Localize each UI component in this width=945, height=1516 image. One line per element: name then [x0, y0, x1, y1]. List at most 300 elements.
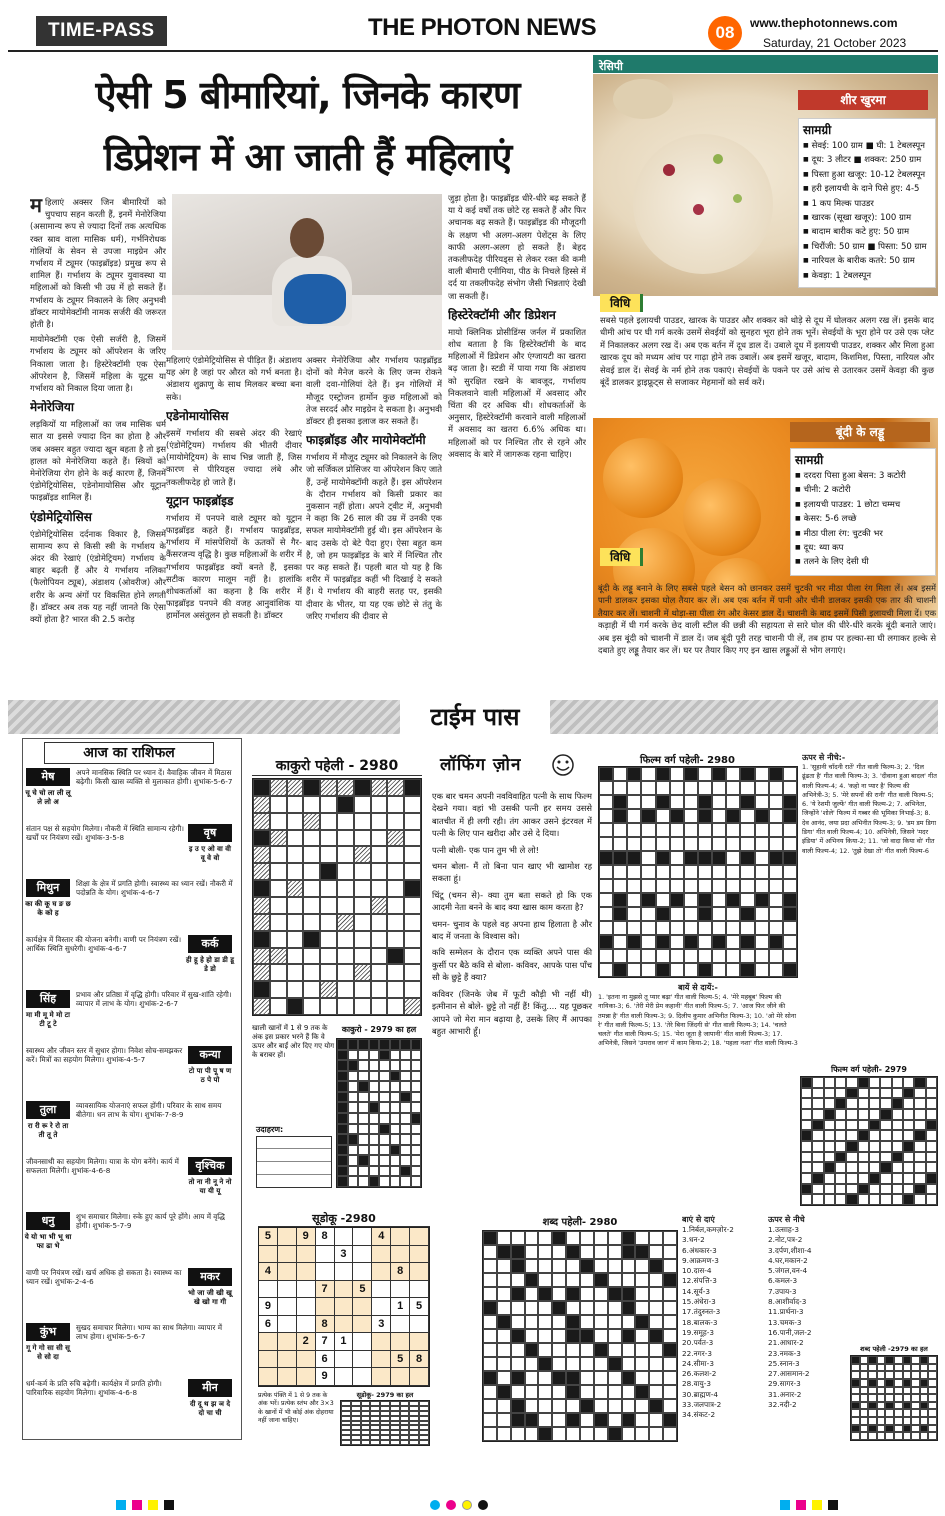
grid-cell[interactable] [635, 1357, 649, 1371]
grid-cell[interactable] [670, 921, 684, 935]
sudoku-cell[interactable] [335, 1298, 354, 1316]
grid-cell[interactable] [608, 1371, 622, 1385]
sudoku-cell[interactable] [316, 1246, 335, 1264]
grid-cell[interactable] [320, 998, 337, 1015]
grid-cell[interactable] [483, 1385, 497, 1399]
grid-cell[interactable] [354, 931, 371, 948]
sudoku-cell[interactable] [316, 1263, 335, 1281]
sudoku-cell[interactable] [278, 1368, 297, 1386]
grid-cell[interactable] [404, 981, 421, 998]
grid-cell[interactable] [635, 1399, 649, 1413]
grid-cell[interactable] [599, 893, 613, 907]
grid-cell[interactable] [371, 931, 388, 948]
sudoku-cell[interactable] [335, 1368, 354, 1386]
grid-cell[interactable] [511, 1385, 525, 1399]
grid-cell[interactable] [580, 1273, 594, 1287]
grid-cell[interactable] [525, 1399, 539, 1413]
grid-cell[interactable] [525, 1371, 539, 1385]
grid-cell[interactable] [622, 1273, 636, 1287]
grid-cell[interactable] [538, 1413, 552, 1427]
grid-cell[interactable] [270, 897, 287, 914]
grid-cell[interactable] [303, 998, 320, 1015]
sudoku-cell[interactable] [297, 1368, 316, 1386]
grid-cell[interactable] [613, 865, 627, 879]
sudoku-cell[interactable] [259, 1333, 278, 1351]
grid-cell[interactable] [599, 907, 613, 921]
grid-cell[interactable] [712, 893, 726, 907]
grid-cell[interactable] [594, 1371, 608, 1385]
grid-cell[interactable] [635, 1301, 649, 1315]
grid-cell[interactable] [726, 963, 740, 977]
grid-cell[interactable] [783, 767, 797, 781]
grid-cell[interactable] [270, 813, 287, 830]
grid-cell[interactable] [354, 914, 371, 931]
grid-cell[interactable] [740, 865, 754, 879]
sudoku-cell[interactable] [278, 1281, 297, 1299]
grid-cell[interactable] [670, 907, 684, 921]
sudoku-cell[interactable] [353, 1228, 372, 1246]
sudoku-cell[interactable] [353, 1316, 372, 1334]
grid-cell[interactable] [670, 949, 684, 963]
grid-cell[interactable] [404, 813, 421, 830]
grid-cell[interactable] [566, 1343, 580, 1357]
grid-cell[interactable] [635, 1371, 649, 1385]
grid-cell[interactable] [670, 823, 684, 837]
sudoku-cell[interactable] [391, 1316, 410, 1334]
grid-cell[interactable] [580, 1413, 594, 1427]
sudoku-cell[interactable] [335, 1228, 354, 1246]
grid-cell[interactable] [608, 1231, 622, 1245]
grid-cell[interactable] [525, 1357, 539, 1371]
grid-cell[interactable] [698, 879, 712, 893]
grid-cell[interactable] [608, 1245, 622, 1259]
grid-cell[interactable] [656, 921, 670, 935]
grid-cell[interactable] [755, 907, 769, 921]
grid-cell[interactable] [538, 1245, 552, 1259]
grid-cell[interactable] [404, 846, 421, 863]
grid-cell[interactable] [641, 823, 655, 837]
grid-cell[interactable] [755, 921, 769, 935]
grid-cell[interactable] [698, 781, 712, 795]
grid-cell[interactable] [726, 823, 740, 837]
grid-cell[interactable] [740, 949, 754, 963]
grid-cell[interactable] [580, 1343, 594, 1357]
sudoku-cell[interactable] [391, 1228, 410, 1246]
grid-cell[interactable] [404, 796, 421, 813]
sudoku-cell[interactable] [410, 1368, 429, 1386]
grid-cell[interactable] [712, 921, 726, 935]
grid-cell[interactable] [635, 1329, 649, 1343]
grid-cell[interactable] [783, 823, 797, 837]
grid-cell[interactable] [740, 809, 754, 823]
grid-cell[interactable] [613, 823, 627, 837]
grid-cell[interactable] [740, 893, 754, 907]
grid-cell[interactable] [684, 865, 698, 879]
grid-cell[interactable] [580, 1287, 594, 1301]
grid-cell[interactable] [387, 931, 404, 948]
grid-cell[interactable] [404, 914, 421, 931]
grid-cell[interactable] [783, 949, 797, 963]
grid-cell[interactable] [337, 897, 354, 914]
grid-cell[interactable] [627, 781, 641, 795]
grid-cell[interactable] [594, 1329, 608, 1343]
grid-cell[interactable] [769, 907, 783, 921]
grid-cell[interactable] [627, 879, 641, 893]
grid-cell[interactable] [552, 1427, 566, 1441]
grid-cell[interactable] [622, 1357, 636, 1371]
grid-cell[interactable] [641, 865, 655, 879]
sudoku-cell[interactable] [391, 1246, 410, 1264]
grid-cell[interactable] [663, 1315, 677, 1329]
grid-cell[interactable] [783, 837, 797, 851]
grid-cell[interactable] [663, 1231, 677, 1245]
sudoku-cell[interactable] [335, 1316, 354, 1334]
grid-cell[interactable] [726, 949, 740, 963]
grid-cell[interactable] [580, 1427, 594, 1441]
grid-cell[interactable] [663, 1385, 677, 1399]
grid-cell[interactable] [270, 998, 287, 1015]
grid-cell[interactable] [627, 963, 641, 977]
grid-cell[interactable] [622, 1259, 636, 1273]
sudoku-cell[interactable] [391, 1368, 410, 1386]
sudoku-cell[interactable] [372, 1246, 391, 1264]
grid-cell[interactable] [483, 1399, 497, 1413]
sudoku-cell[interactable] [391, 1281, 410, 1299]
grid-cell[interactable] [371, 830, 388, 847]
sudoku-cell[interactable] [410, 1246, 429, 1264]
grid-cell[interactable] [622, 1399, 636, 1413]
sudoku-cell[interactable] [372, 1281, 391, 1299]
grid-cell[interactable] [580, 1371, 594, 1385]
grid-cell[interactable] [769, 865, 783, 879]
grid-cell[interactable] [712, 837, 726, 851]
grid-cell[interactable] [698, 823, 712, 837]
grid-cell[interactable] [594, 1287, 608, 1301]
sudoku-cell[interactable] [353, 1263, 372, 1281]
grid-cell[interactable] [649, 1301, 663, 1315]
grid-cell[interactable] [670, 837, 684, 851]
grid-cell[interactable] [769, 823, 783, 837]
grid-cell[interactable] [670, 879, 684, 893]
grid-cell[interactable] [270, 796, 287, 813]
grid-cell[interactable] [684, 879, 698, 893]
sudoku-cell[interactable] [297, 1298, 316, 1316]
grid-cell[interactable] [303, 880, 320, 897]
grid-cell[interactable] [698, 935, 712, 949]
grid-cell[interactable] [371, 863, 388, 880]
grid-cell[interactable] [755, 879, 769, 893]
grid-cell[interactable] [769, 963, 783, 977]
grid-cell[interactable] [497, 1259, 511, 1273]
grid-cell[interactable] [371, 846, 388, 863]
grid-cell[interactable] [387, 813, 404, 830]
grid-cell[interactable] [663, 1427, 677, 1441]
grid-cell[interactable] [670, 795, 684, 809]
grid-cell[interactable] [656, 809, 670, 823]
grid-cell[interactable] [663, 1259, 677, 1273]
grid-cell[interactable] [755, 823, 769, 837]
grid-cell[interactable] [740, 921, 754, 935]
grid-cell[interactable] [552, 1399, 566, 1413]
grid-cell[interactable] [387, 981, 404, 998]
grid-cell[interactable] [641, 767, 655, 781]
grid-cell[interactable] [594, 1399, 608, 1413]
grid-cell[interactable] [649, 1231, 663, 1245]
sudoku-cell[interactable] [372, 1368, 391, 1386]
grid-cell[interactable] [627, 865, 641, 879]
sudoku-cell[interactable] [353, 1333, 372, 1351]
grid-cell[interactable] [287, 830, 304, 847]
grid-cell[interactable] [320, 846, 337, 863]
grid-cell[interactable] [755, 781, 769, 795]
grid-cell[interactable] [740, 781, 754, 795]
grid-cell[interactable] [320, 813, 337, 830]
grid-cell[interactable] [580, 1315, 594, 1329]
sudoku-cell[interactable] [316, 1298, 335, 1316]
grid-cell[interactable] [649, 1315, 663, 1329]
sudoku-cell[interactable] [372, 1263, 391, 1281]
grid-cell[interactable] [371, 998, 388, 1015]
grid-cell[interactable] [726, 907, 740, 921]
grid-cell[interactable] [684, 921, 698, 935]
grid-cell[interactable] [649, 1343, 663, 1357]
grid-cell[interactable] [726, 935, 740, 949]
grid-cell[interactable] [599, 949, 613, 963]
grid-cell[interactable] [404, 964, 421, 981]
grid-cell[interactable] [354, 813, 371, 830]
grid-cell[interactable] [511, 1427, 525, 1441]
grid-cell[interactable] [599, 781, 613, 795]
grid-cell[interactable] [354, 981, 371, 998]
grid-cell[interactable] [684, 949, 698, 963]
grid-cell[interactable] [320, 948, 337, 965]
grid-cell[interactable] [511, 1231, 525, 1245]
grid-cell[interactable] [497, 1343, 511, 1357]
grid-cell[interactable] [712, 963, 726, 977]
grid-cell[interactable] [580, 1245, 594, 1259]
grid-cell[interactable] [622, 1385, 636, 1399]
grid-cell[interactable] [641, 851, 655, 865]
grid-cell[interactable] [712, 781, 726, 795]
grid-cell[interactable] [497, 1413, 511, 1427]
grid-cell[interactable] [635, 1259, 649, 1273]
grid-cell[interactable] [483, 1329, 497, 1343]
grid-cell[interactable] [552, 1413, 566, 1427]
grid-cell[interactable] [387, 880, 404, 897]
grid-cell[interactable] [483, 1427, 497, 1441]
grid-cell[interactable] [769, 781, 783, 795]
grid-cell[interactable] [354, 948, 371, 965]
grid-cell[interactable] [320, 931, 337, 948]
grid-cell[interactable] [641, 837, 655, 851]
grid-cell[interactable] [755, 949, 769, 963]
grid-cell[interactable] [783, 921, 797, 935]
grid-cell[interactable] [287, 964, 304, 981]
grid-cell[interactable] [483, 1259, 497, 1273]
grid-cell[interactable] [580, 1385, 594, 1399]
grid-cell[interactable] [552, 1259, 566, 1273]
grid-cell[interactable] [594, 1231, 608, 1245]
grid-cell[interactable] [387, 897, 404, 914]
grid-cell[interactable] [525, 1329, 539, 1343]
grid-cell[interactable] [538, 1301, 552, 1315]
grid-cell[interactable] [287, 813, 304, 830]
grid-cell[interactable] [670, 781, 684, 795]
grid-cell[interactable] [387, 796, 404, 813]
grid-cell[interactable] [684, 781, 698, 795]
grid-cell[interactable] [594, 1385, 608, 1399]
grid-cell[interactable] [303, 964, 320, 981]
grid-cell[interactable] [303, 846, 320, 863]
grid-cell[interactable] [755, 767, 769, 781]
sudoku-cell[interactable] [297, 1263, 316, 1281]
grid-cell[interactable] [599, 809, 613, 823]
sudoku-cell[interactable] [297, 1316, 316, 1334]
grid-cell[interactable] [641, 935, 655, 949]
grid-cell[interactable] [641, 949, 655, 963]
grid-cell[interactable] [371, 914, 388, 931]
grid-cell[interactable] [387, 914, 404, 931]
grid-cell[interactable] [712, 795, 726, 809]
grid-cell[interactable] [649, 1413, 663, 1427]
grid-cell[interactable] [371, 964, 388, 981]
grid-cell[interactable] [354, 830, 371, 847]
grid-cell[interactable] [287, 931, 304, 948]
grid-cell[interactable] [755, 963, 769, 977]
sudoku-cell[interactable] [335, 1281, 354, 1299]
grid-cell[interactable] [726, 851, 740, 865]
grid-cell[interactable] [387, 863, 404, 880]
sudoku-cell[interactable] [353, 1368, 372, 1386]
grid-cell[interactable] [712, 907, 726, 921]
grid-cell[interactable] [337, 813, 354, 830]
grid-cell[interactable] [641, 921, 655, 935]
grid-cell[interactable] [649, 1385, 663, 1399]
grid-cell[interactable] [635, 1273, 649, 1287]
grid-cell[interactable] [566, 1357, 580, 1371]
grid-cell[interactable] [497, 1273, 511, 1287]
grid-cell[interactable] [337, 863, 354, 880]
grid-cell[interactable] [684, 893, 698, 907]
grid-cell[interactable] [608, 1301, 622, 1315]
grid-cell[interactable] [580, 1357, 594, 1371]
sudoku-cell[interactable] [353, 1351, 372, 1369]
grid-cell[interactable] [303, 830, 320, 847]
grid-cell[interactable] [663, 1245, 677, 1259]
grid-cell[interactable] [656, 823, 670, 837]
grid-cell[interactable] [712, 949, 726, 963]
grid-cell[interactable] [613, 837, 627, 851]
grid-cell[interactable] [641, 781, 655, 795]
grid-cell[interactable] [287, 981, 304, 998]
grid-cell[interactable] [337, 830, 354, 847]
grid-cell[interactable] [769, 809, 783, 823]
website-url[interactable]: www.thephotonnews.com [750, 16, 898, 30]
grid-cell[interactable] [783, 781, 797, 795]
grid-cell[interactable] [580, 1301, 594, 1315]
grid-cell[interactable] [783, 865, 797, 879]
grid-cell[interactable] [594, 1245, 608, 1259]
grid-cell[interactable] [769, 879, 783, 893]
sudoku-cell[interactable] [335, 1263, 354, 1281]
grid-cell[interactable] [627, 907, 641, 921]
sudoku-cell[interactable] [278, 1316, 297, 1334]
grid-cell[interactable] [608, 1385, 622, 1399]
sudoku-cell[interactable] [353, 1298, 372, 1316]
grid-cell[interactable] [663, 1301, 677, 1315]
grid-cell[interactable] [649, 1357, 663, 1371]
grid-cell[interactable] [641, 879, 655, 893]
grid-cell[interactable] [613, 879, 627, 893]
grid-cell[interactable] [726, 781, 740, 795]
grid-cell[interactable] [608, 1399, 622, 1413]
grid-cell[interactable] [511, 1357, 525, 1371]
grid-cell[interactable] [783, 935, 797, 949]
grid-cell[interactable] [599, 823, 613, 837]
grid-cell[interactable] [594, 1427, 608, 1441]
grid-cell[interactable] [684, 809, 698, 823]
grid-cell[interactable] [627, 837, 641, 851]
grid-cell[interactable] [270, 931, 287, 948]
grid-cell[interactable] [303, 914, 320, 931]
sudoku-cell[interactable] [372, 1351, 391, 1369]
sudoku-cell[interactable] [259, 1246, 278, 1264]
grid-cell[interactable] [525, 1427, 539, 1441]
grid-cell[interactable] [599, 795, 613, 809]
grid-cell[interactable] [320, 796, 337, 813]
grid-cell[interactable] [483, 1343, 497, 1357]
grid-cell[interactable] [635, 1287, 649, 1301]
grid-cell[interactable] [783, 879, 797, 893]
grid-cell[interactable] [538, 1315, 552, 1329]
grid-cell[interactable] [525, 1231, 539, 1245]
grid-cell[interactable] [483, 1357, 497, 1371]
grid-cell[interactable] [538, 1273, 552, 1287]
sudoku-cell[interactable] [372, 1333, 391, 1351]
sudoku-cell[interactable] [297, 1246, 316, 1264]
grid-cell[interactable] [566, 1301, 580, 1315]
grid-cell[interactable] [538, 1371, 552, 1385]
grid-cell[interactable] [599, 865, 613, 879]
grid-cell[interactable] [670, 865, 684, 879]
grid-cell[interactable] [649, 1287, 663, 1301]
grid-cell[interactable] [337, 964, 354, 981]
grid-cell[interactable] [608, 1343, 622, 1357]
grid-cell[interactable] [622, 1427, 636, 1441]
grid-cell[interactable] [270, 964, 287, 981]
sudoku-cell[interactable] [278, 1263, 297, 1281]
grid-cell[interactable] [684, 795, 698, 809]
grid-cell[interactable] [497, 1399, 511, 1413]
grid-cell[interactable] [698, 865, 712, 879]
grid-cell[interactable] [387, 998, 404, 1015]
grid-cell[interactable] [649, 1273, 663, 1287]
grid-cell[interactable] [627, 921, 641, 935]
grid-cell[interactable] [483, 1315, 497, 1329]
grid-cell[interactable] [552, 1329, 566, 1343]
grid-cell[interactable] [404, 948, 421, 965]
grid-cell[interactable] [538, 1343, 552, 1357]
grid-cell[interactable] [635, 1231, 649, 1245]
word-puzzle-grid[interactable] [482, 1230, 678, 1442]
grid-cell[interactable] [740, 879, 754, 893]
grid-cell[interactable] [755, 865, 769, 879]
grid-cell[interactable] [538, 1259, 552, 1273]
grid-cell[interactable] [270, 880, 287, 897]
grid-cell[interactable] [538, 1231, 552, 1245]
grid-cell[interactable] [698, 921, 712, 935]
grid-cell[interactable] [712, 823, 726, 837]
